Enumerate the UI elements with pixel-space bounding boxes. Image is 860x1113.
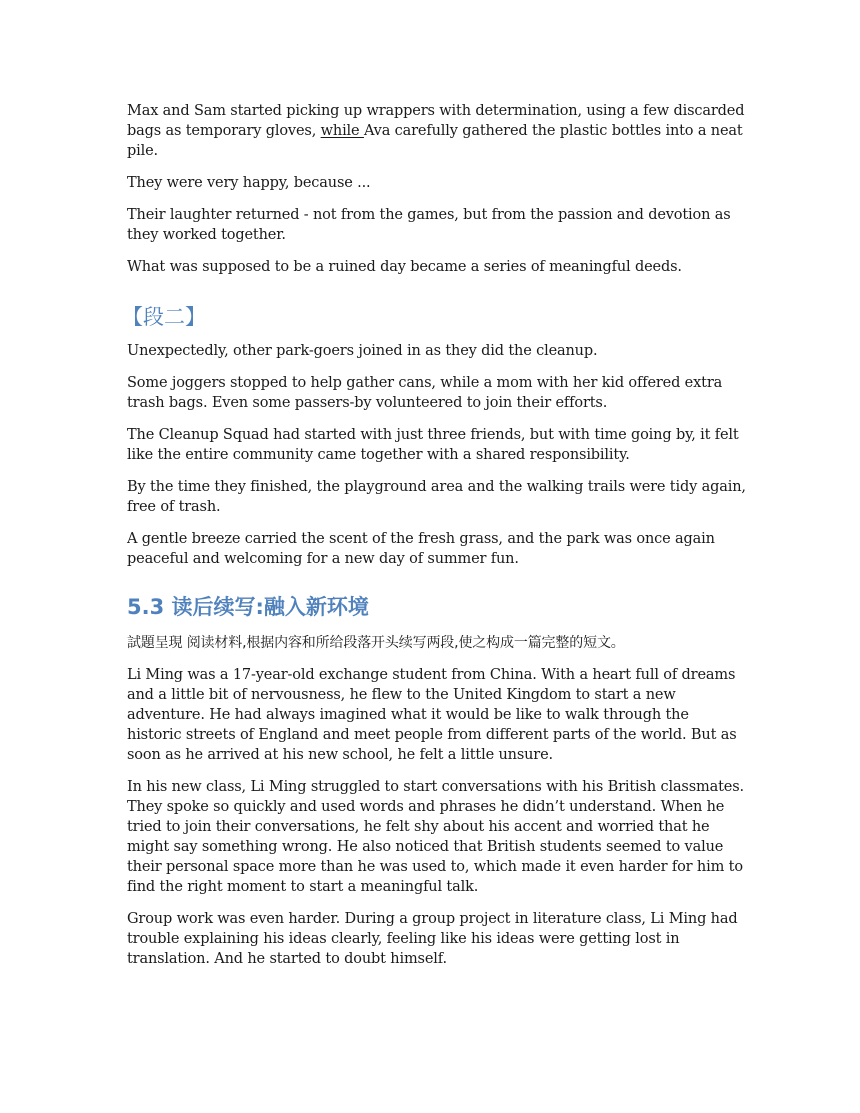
paragraph: Their laughter returned - not from the games, but from the passion and devotion as they worked together. bbox=[127, 207, 731, 243]
document-page bbox=[122, 101, 747, 981]
paragraph: They were very happy, because ... bbox=[127, 175, 371, 191]
paragraph: Group work was even harder. During a group project in literature class, Li Ming had trouble explaining his ideas clearly, feeling like his ideas were getting lost in translation. And he started to doubt himself. bbox=[127, 911, 738, 967]
paragraph: Some joggers stopped to help gather cans, while a mom with her kid offered extra trash bags. Even some passers-by volunteered to join their efforts. bbox=[127, 375, 723, 411]
underlined-blank-word: while bbox=[320, 123, 364, 139]
paragraph-cleanup-start bbox=[127, 101, 747, 161]
paragraph: A gentle breeze carried the scent of the fresh grass, and the park was once again peaceful and welcoming for a new day of summer fun. bbox=[127, 531, 715, 567]
section-heading-duan-er: 【段二】 bbox=[122, 305, 206, 329]
paragraph: Unexpectedly, other park-goers joined in as they did the cleanup. bbox=[127, 343, 598, 359]
paragraph-text: Ava carefully gathered the plastic bottles into a neat pile. bbox=[127, 123, 743, 159]
paragraph: The Cleanup Squad had started with just three friends, but with time going by, it felt like the entire community came together with a shared responsibility. bbox=[127, 427, 739, 463]
paragraph: Li Ming was a 17-year-old exchange student from China. With a heart full of dreams and a little bit of nervousness, he flew to the United Kingdom to start a new adventure. He had always imagined what it would be like to walk through the historic streets of England and meet people from different parts of the world. But as soon as he arrived at his new school, he felt a little unsure. bbox=[127, 667, 737, 763]
paragraph: In his new class, Li Ming struggled to start conversations with his British classmates. They spoke so quickly and used words and phrases he didn’t understand. When he tried to join their conversations, he felt shy about his accent and worried that he might say something wrong. He also noticed that British students seemed to value their personal space more than he was used to, which made it even harder for him to find the right moment to start a meaningful talk. bbox=[127, 779, 744, 895]
paragraph: What was supposed to be a ruined day became a series of meaningful deeds. bbox=[127, 259, 682, 275]
task-instruction: 試題呈現 阅读材料,根据内容和所给段落开头续写两段,使之构成一篇完整的短文。 bbox=[127, 635, 625, 651]
paragraph: By the time they finished, the playground area and the walking trails were tidy again, free of trash. bbox=[127, 479, 746, 515]
paragraph-text: Max and Sam started picking up wrappers with determination, using a few discarded bags as temporary gloves, bbox=[127, 103, 745, 139]
section-heading-5-3: 5.3 读后续写:融入新环境 bbox=[127, 595, 369, 619]
